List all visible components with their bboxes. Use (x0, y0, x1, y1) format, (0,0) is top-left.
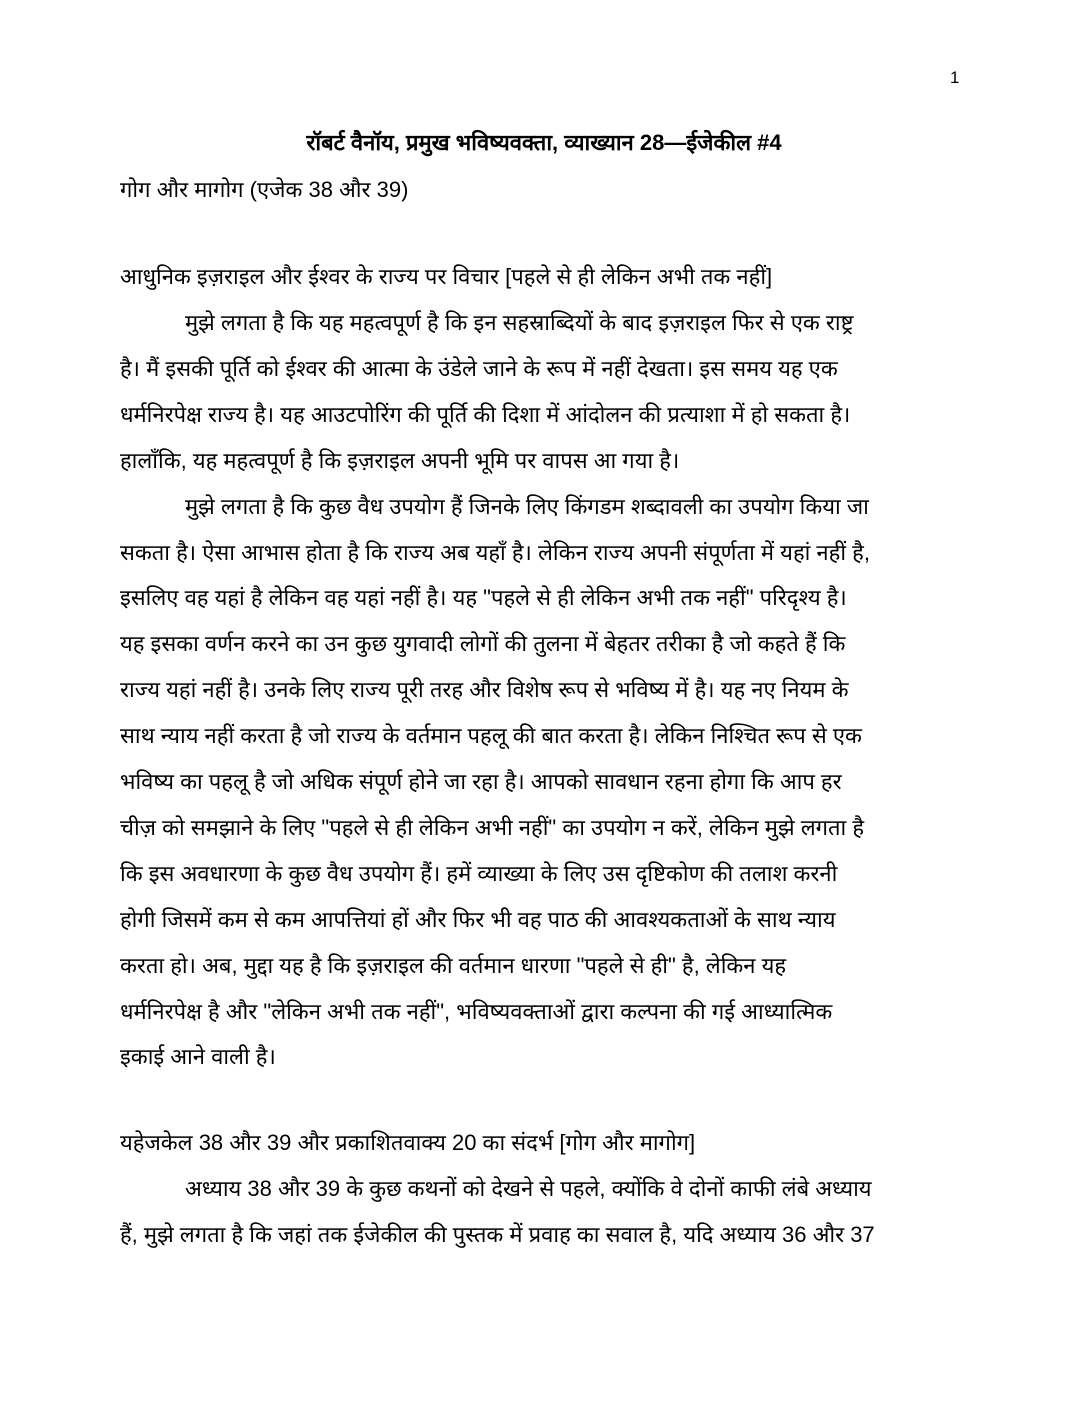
document-subtitle: गोग और मागोग (एजेक 38 और 39) (120, 177, 409, 202)
document-title: रॉबर्ट वैनॉय, प्रमुख भविष्यवक्ता, व्याख्यान 28—ईजेकील #4 (306, 130, 782, 155)
paragraph-line: मुझे लगता है कि कुछ वैध उपयोग हैं जिनके लिए किंगडम शब्दावली का उपयोग किया जा (185, 493, 869, 519)
paragraph-line: हालाँकि, यह महत्वपूर्ण है कि इज़राइल अपनी भूमि पर वापस आ गया है। (120, 447, 680, 473)
section-heading: आधुनिक इज़राइल और ईश्वर के राज्य पर विचार [पहले से ही लेकिन अभी तक नहीं] (120, 264, 773, 289)
page-number: 1 (950, 68, 960, 87)
paragraph-line: सकता है। ऐसा आभास होता है कि राज्य अब यहाँ है। लेकिन राज्य अपनी संपूर्णता में यहां नहीं है, (120, 539, 870, 565)
section-heading: यहेजकेल 38 और 39 और प्रकाशितवाक्य 20 का संदर्भ [गोग और मागोग] (120, 1130, 696, 1155)
paragraph-line: मुझे लगता है कि यह महत्वपूर्ण है कि इन सहस्राब्दियों के बाद इज़राइल फिर से एक राष्ट्र (185, 310, 854, 335)
paragraph-line: राज्य यहां नहीं है। उनके लिए राज्य पूरी तरह और विशेष रूप से भविष्य में है। यह नए नियम के (120, 677, 849, 703)
paragraph-line: इसलिए वह यहां है लेकिन वह यहां नहीं है। यह "पहले से ही लेकिन अभी तक नहीं" परिदृश्य है। (120, 585, 847, 611)
paragraph-line: करता हो। अब, मुद्दा यह है कि इज़राइल की वर्तमान धारणा "पहले से ही" है, लेकिन यह (120, 952, 787, 978)
paragraph-line: धर्मनिरपेक्ष है और "लेकिन अभी तक नहीं", भविष्यवक्ताओं द्वारा कल्पना की गई आध्यात्मिक (120, 998, 833, 1024)
paragraph-line: भविष्य का पहलू है जो अधिक संपूर्ण होने जा रहा है। आपको सावधान रहना होगा कि आप हर (120, 769, 842, 794)
paragraph-line: साथ न्याय नहीं करता है जो राज्य के वर्तमान पहलू की बात करता है। लेकिन निश्चित रूप से एक (120, 723, 862, 749)
paragraph-line: चीज़ को समझाने के लिए "पहले से ही लेकिन अभी नहीं" का उपयोग न करें, लेकिन मुझे लगता है (120, 814, 865, 840)
paragraph-line: होगी जिसमें कम से कम आपत्तियां हों और फिर भी वह पाठ की आवश्यकताओं के साथ न्याय (120, 906, 836, 932)
paragraph-line: कि इस अवधारणा के कुछ वैध उपयोग हैं। हमें व्याख्या के लिए उस दृष्टिकोण की तलाश करनी (120, 860, 838, 886)
paragraph-line: धर्मनिरपेक्ष राज्य है। यह आउटपोरिंग की पूर्ति की दिशा में आंदोलन की प्रत्याशा में हो सकता है। (120, 401, 851, 427)
paragraph-line: है। मैं इसकी पूर्ति को ईश्वर की आत्मा के उंडेले जाने के रूप में नहीं देखता। इस समय यह एक (120, 355, 838, 381)
paragraph-line: इकाई आने वाली है। (120, 1044, 276, 1070)
paragraph-line: हैं, मुझे लगता है कि जहां तक ईजेकील की पुस्तक में प्रवाह का सवाल है, यदि अध्याय 36 और 37 (120, 1221, 875, 1247)
paragraph-line: यह इसका वर्णन करने का उन कुछ युगवादी लोगों की तुलना में बेहतर तरीका है जो कहते हैं कि (120, 631, 846, 657)
paragraph-line: अध्याय 38 और 39 के कुछ कथनों को देखने से पहले, क्योंकि वे दोनों काफी लंबे अध्याय (185, 1176, 872, 1201)
